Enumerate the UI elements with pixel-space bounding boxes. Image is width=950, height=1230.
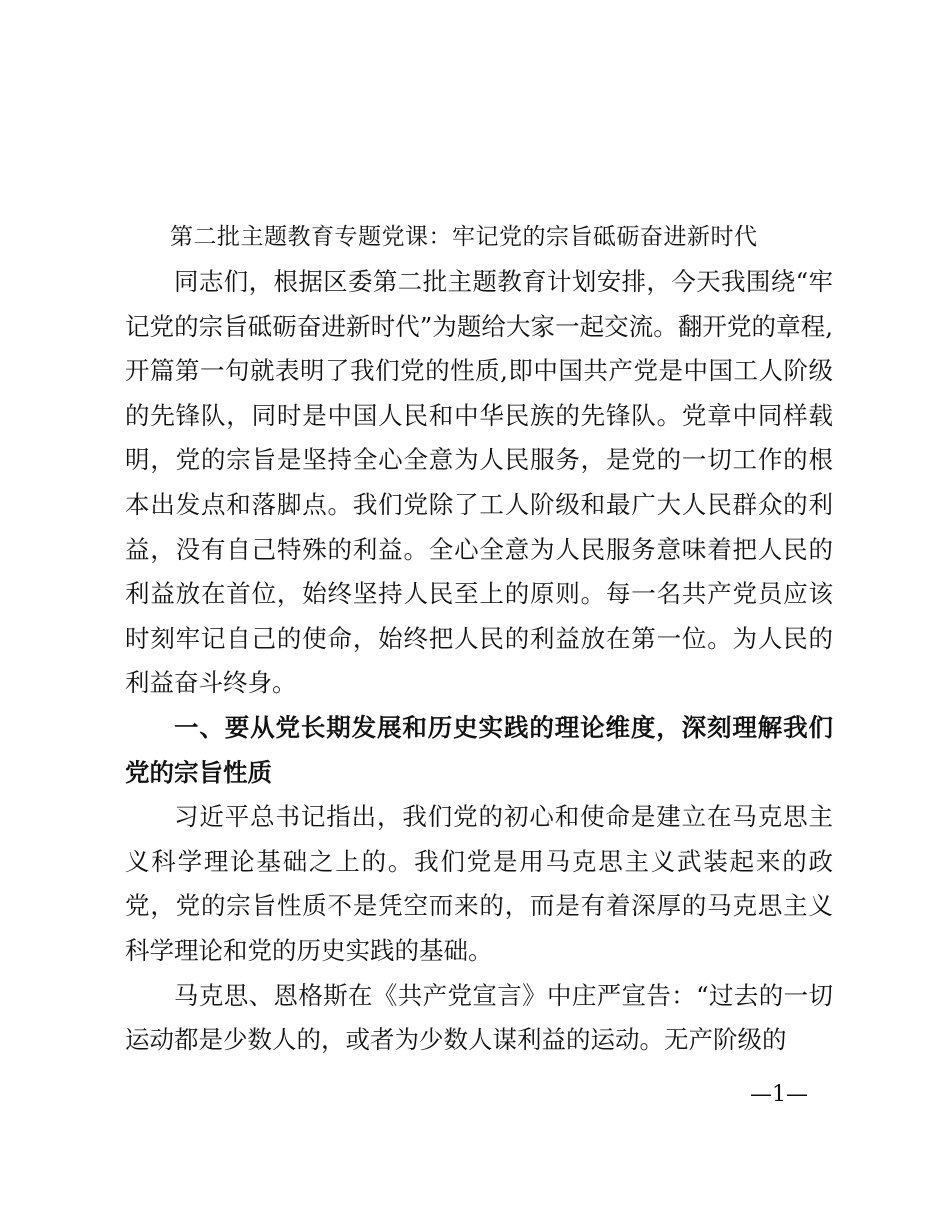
paragraph-theory: 习近平总书记指出，我们党的初心和使命是建立在马克思主义科学理论基础之上的。我们党是用马克思主义武装起来的政党，党的宗旨性质不是凭空而来的，而是有着深厚的马克思主义科学理论和党的历史实践的基础。 [125, 802, 833, 965]
body-text [125, 260, 833, 1063]
paragraph-manifesto: 马克思、恩格斯在《共产党宣言》中庄严宣告：“过去的一切运动都是少数人的，或者为少数人谋利益的运动。无产阶级的 [125, 980, 833, 1055]
document-title: 第二批主题教育专题党课：牢记党的宗旨砥砺奋进新时代 [170, 224, 758, 250]
paragraph-intro: 同志们，根据区委第二批主题教育计划安排，今天我围绕“牢记党的宗旨砥砺奋进新时代”为题给大家一起交流。翻开党的章程,开篇第一句就表明了我们党的性质,即中国共产党是中国工人阶级的先锋队，同时是中国人民和中华民族的先锋队。党章中同样载明，党的宗旨是坚持全心全意为人民服务，是党的一切工作的根本出发点和落脚点。我们党除了工人阶级和最广大人民群众的利益，没有自己特殊的利益。全心全意为人民服务意味着把人民的利益放在首位，始终坚持人民至上的原则。每一名共产党员应该时刻牢记自己的使命，始终把人民的利益放在第一位。为人民的利益奋斗终身。 [125, 267, 833, 698]
section-heading-1: 一、要从党长期发展和历史实践的理论维度，深刻理解我们党的宗旨性质 [125, 712, 833, 787]
page-number: —1— [750, 1082, 808, 1107]
